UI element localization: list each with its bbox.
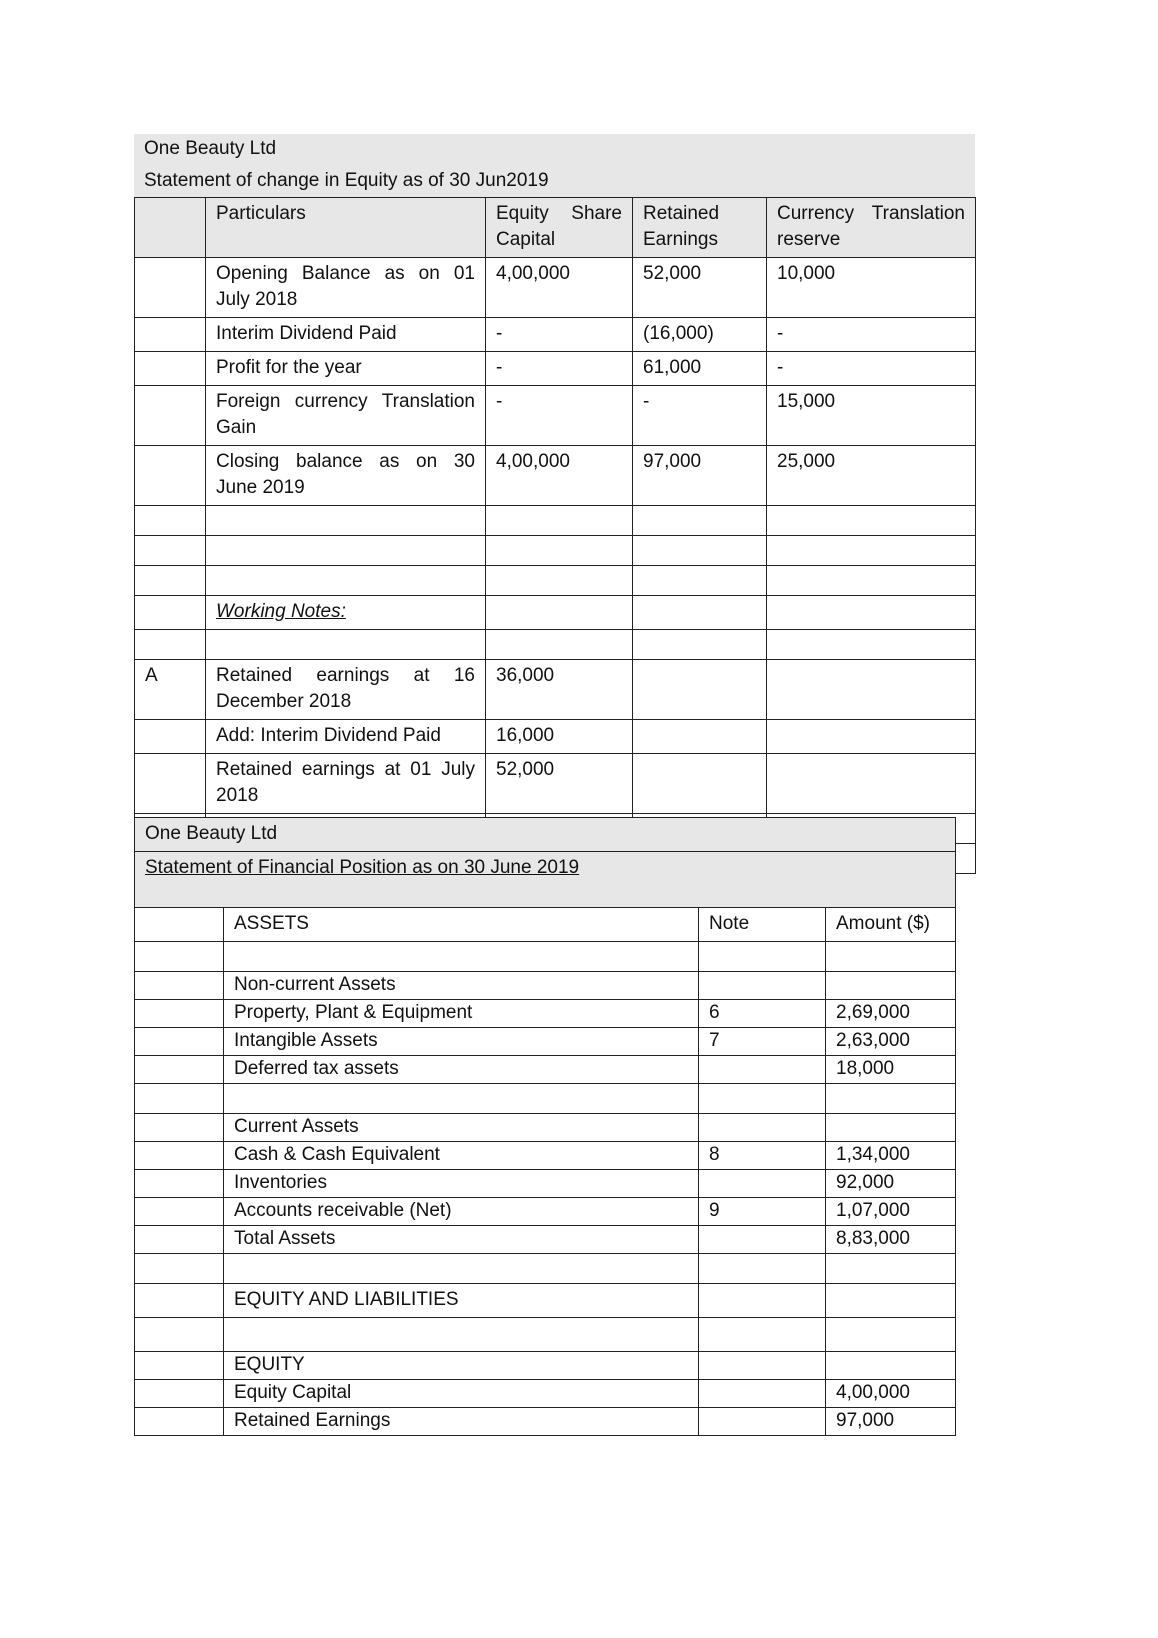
empty-row [135,1318,956,1352]
row-reserve: 15,000 [767,386,976,446]
row-amount: 97,000 [826,1408,956,1436]
section-row [135,1114,956,1142]
row-note: 8 [699,1142,826,1170]
section-row [135,972,956,1000]
table-row [135,352,976,386]
table-row [135,1028,956,1056]
note-row [135,754,976,814]
current-title: Current Assets [224,1114,699,1142]
note-ref: A [135,660,206,720]
row-note: 6 [699,1000,826,1028]
row-label: Profit for the year [206,352,486,386]
note-row [135,660,976,720]
row-note [699,1056,826,1084]
note-ref [135,720,206,754]
soce-header-reserve: Currency Translation reserve [767,198,976,258]
row-label: Interim Dividend Paid [206,318,486,352]
row-note: 7 [699,1028,826,1056]
section-row [135,1352,956,1380]
eq-liab-title: EQUITY AND LIABILITIES [224,1284,699,1318]
row-label: Opening Balance as on 01 July 2018 [206,258,486,318]
note-label: Retained earnings at 01 July 2018 [206,754,486,814]
soce-title: Statement of change in Equity as of 30 Jun2019 [134,164,975,197]
row-label: Inventories [224,1170,699,1198]
table-row [135,1226,956,1254]
row-label: Intangible Assets [224,1028,699,1056]
sofp-table [134,817,956,1436]
row-note [699,1380,826,1408]
table-row [135,258,976,318]
sofp-header-amount: Amount ($) [826,908,956,942]
row-reserve: - [767,352,976,386]
soce-header-retained: Retained Earnings [633,198,767,258]
soce-company: One Beauty Ltd [134,134,975,164]
sofp-header-assets: ASSETS [224,908,699,942]
row-amount: 1,34,000 [826,1142,956,1170]
table-row [135,1142,956,1170]
table-row [135,386,976,446]
empty-row [135,942,956,972]
row-note [699,1170,826,1198]
row-retained: 52,000 [633,258,767,318]
row-equity: - [486,386,633,446]
section-row [135,1284,956,1318]
row-retained: - [633,386,767,446]
row-label: Equity Capital [224,1380,699,1408]
non-current-title: Non-current Assets [224,972,699,1000]
row-equity: 4,00,000 [486,258,633,318]
row-retained: 97,000 [633,446,767,506]
row-reserve: - [767,318,976,352]
table-row [135,446,976,506]
soce-header-ref [135,198,206,258]
empty-row [135,630,976,660]
soce-block [134,134,975,874]
row-reserve: 10,000 [767,258,976,318]
row-reserve: 25,000 [767,446,976,506]
row-amount: 4,00,000 [826,1380,956,1408]
row-note: 9 [699,1198,826,1226]
row-amount: 1,07,000 [826,1198,956,1226]
note-value: 36,000 [486,660,633,720]
row-note [699,1226,826,1254]
empty-row [135,566,976,596]
row-equity: - [486,318,633,352]
empty-row [135,536,976,566]
empty-row [135,1084,956,1114]
working-notes-title: Working Notes: [216,601,346,622]
soce-header-particulars: Particulars [206,198,486,258]
row-retained: 61,000 [633,352,767,386]
note-ref [135,754,206,814]
sofp-title-row [135,852,956,908]
row-label: Retained Earnings [224,1408,699,1436]
table-row [135,1198,956,1226]
note-label: Retained earnings at 16 December 2018 [206,660,486,720]
empty-row [135,1254,956,1284]
row-label: Deferred tax assets [224,1056,699,1084]
table-row [135,1056,956,1084]
soce-header-equity: Equity Share Capital [486,198,633,258]
sofp-title: Statement of Financial Position as on 30 June 2019 [145,857,580,878]
row-label: Accounts receivable (Net) [224,1198,699,1226]
row-label: Foreign currency Translation Gain [206,386,486,446]
row-amount: 18,000 [826,1056,956,1084]
note-label: Add: Interim Dividend Paid [206,720,486,754]
working-notes-row [135,596,976,630]
empty-row [135,506,976,536]
note-row [135,720,976,754]
sofp-block [134,817,955,1436]
sofp-company-row [135,818,956,852]
soce-header-row [135,198,976,258]
soce-table [134,197,976,874]
row-equity: - [486,352,633,386]
table-row [135,1170,956,1198]
row-label: Closing balance as on 30 June 2019 [206,446,486,506]
sofp-company: One Beauty Ltd [135,818,956,852]
row-label: Cash & Cash Equivalent [224,1142,699,1170]
row-equity: 4,00,000 [486,446,633,506]
row-amount: 8,83,000 [826,1226,956,1254]
table-row [135,1000,956,1028]
sofp-header-row [135,908,956,942]
note-value: 16,000 [486,720,633,754]
table-row [135,318,976,352]
note-value: 52,000 [486,754,633,814]
row-label: Total Assets [224,1226,699,1254]
row-label: Property, Plant & Equipment [224,1000,699,1028]
row-note [699,1408,826,1436]
row-amount: 92,000 [826,1170,956,1198]
row-amount: 2,69,000 [826,1000,956,1028]
sofp-header-note: Note [699,908,826,942]
row-retained: (16,000) [633,318,767,352]
table-row [135,1408,956,1436]
table-row [135,1380,956,1408]
equity-title: EQUITY [224,1352,699,1380]
row-amount: 2,63,000 [826,1028,956,1056]
